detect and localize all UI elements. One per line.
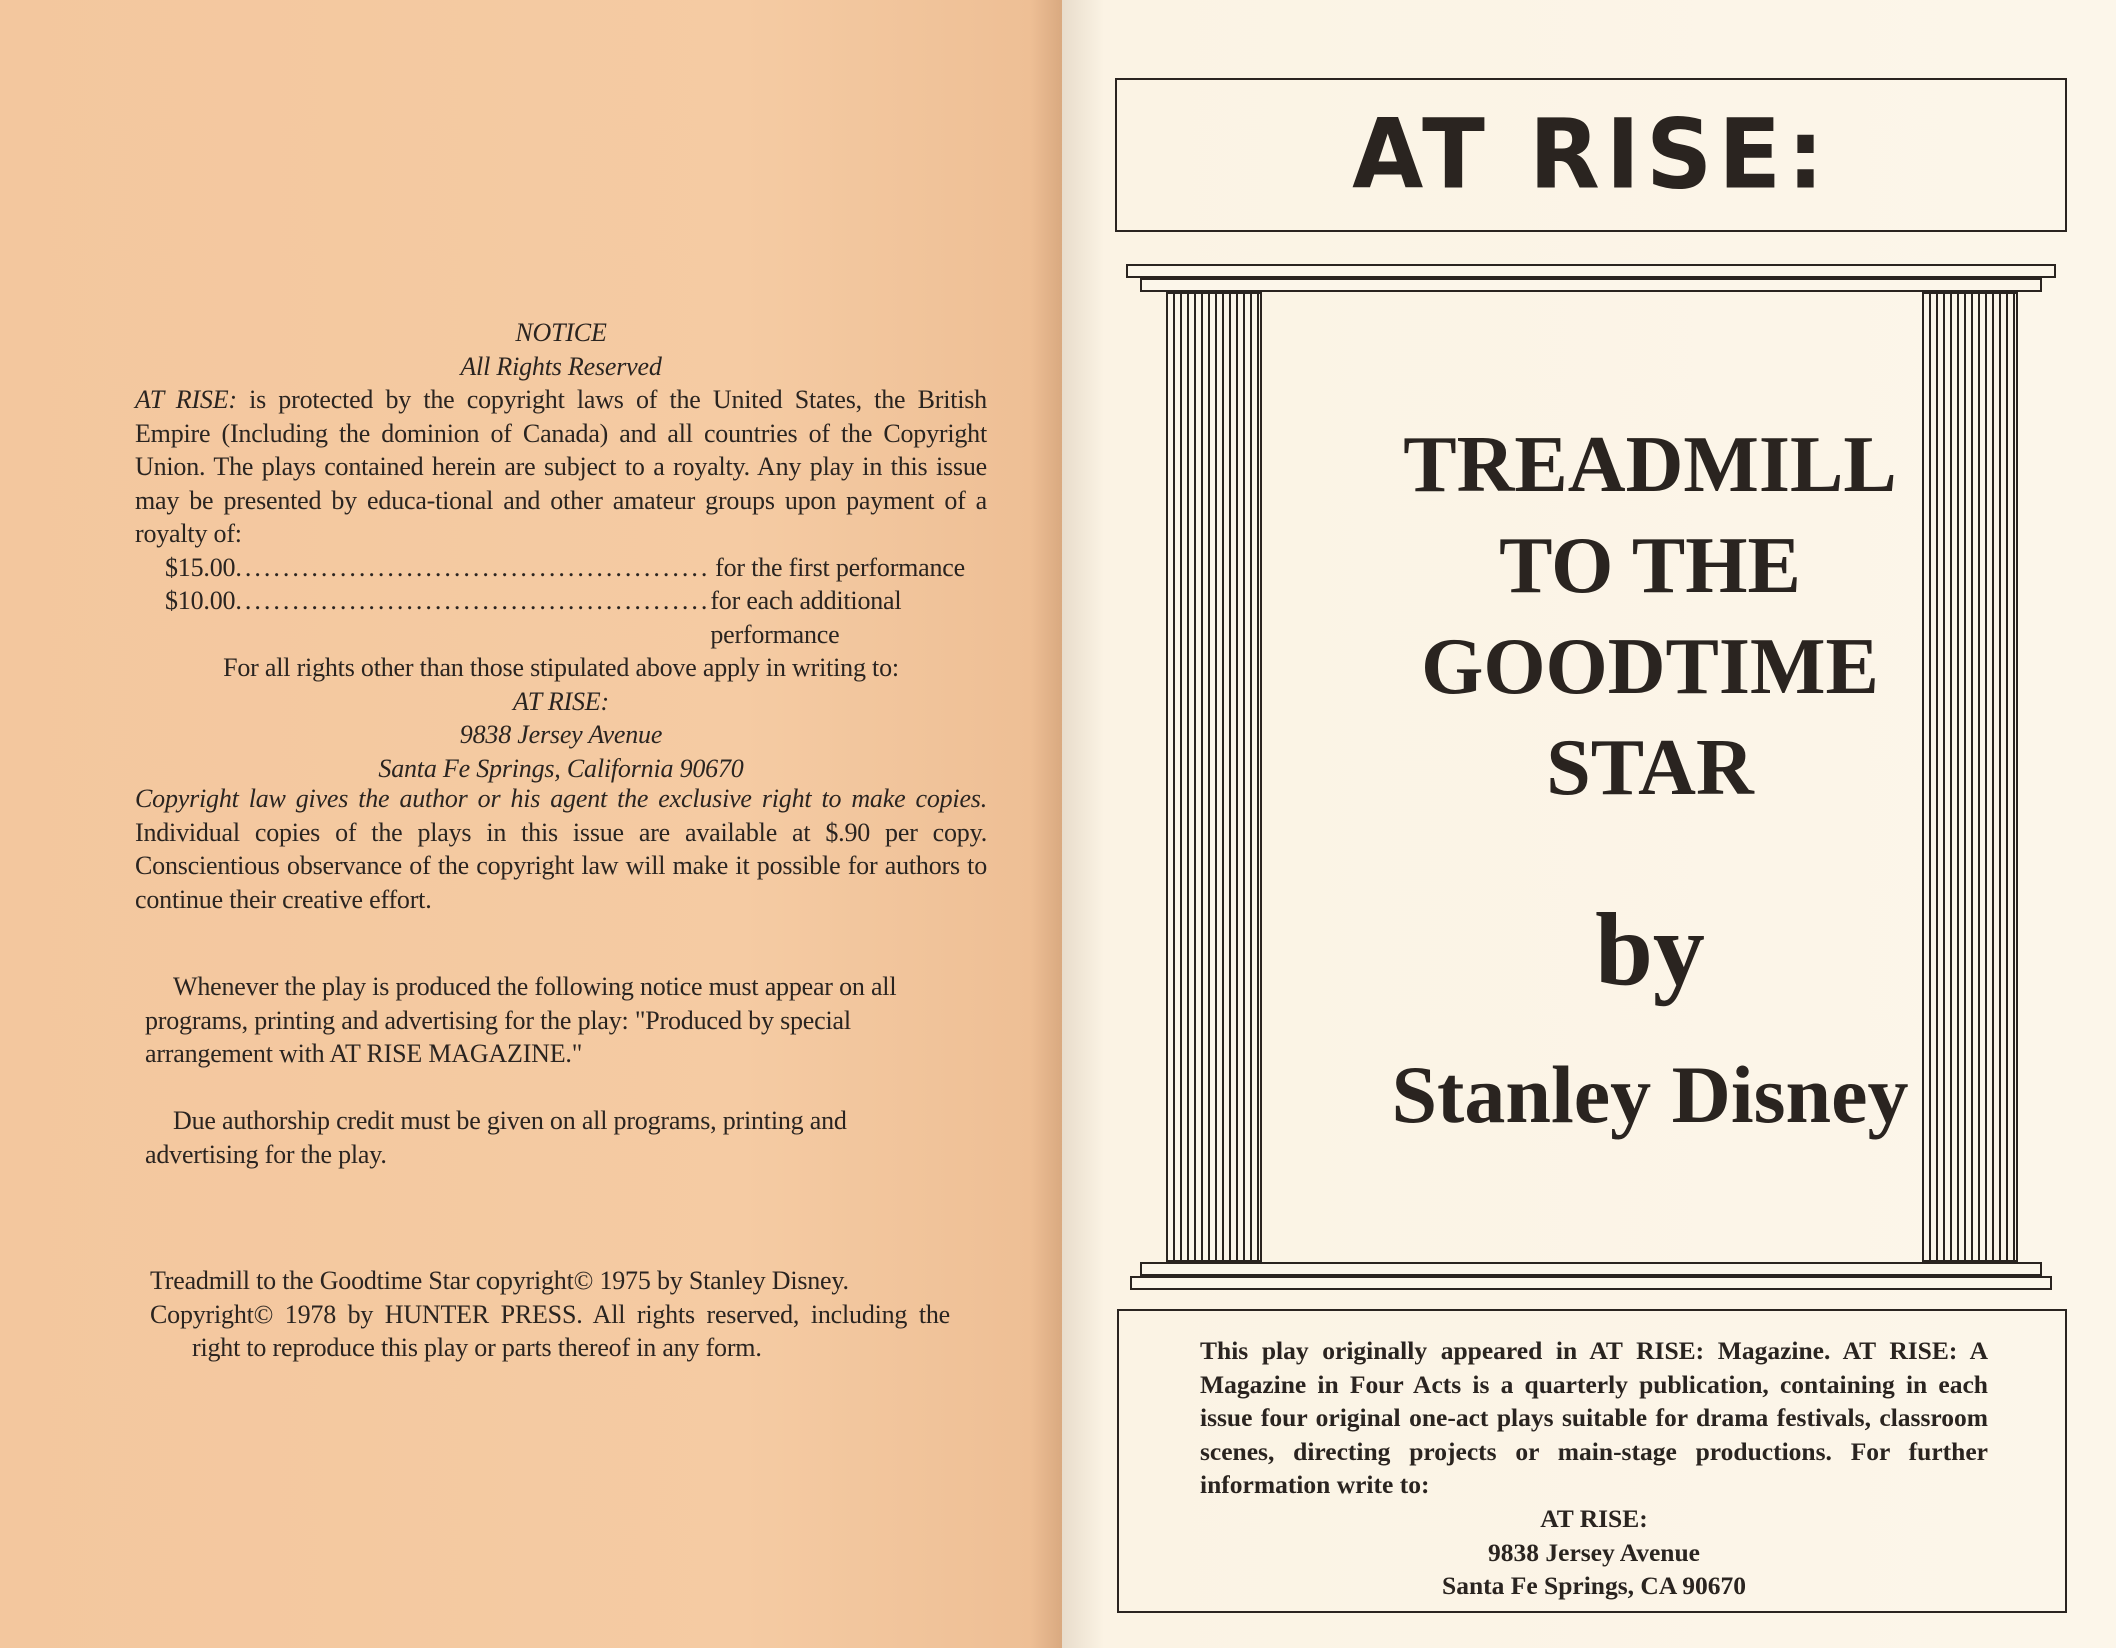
info-text: This play originally appeared in AT RISE: Magazine. AT RISE: A Magazine in Four Acts is a quarterly publication, containing in each issue four original one-act plays suitable for drama festivals, classroom scenes, directing projects or main-stage productions. For further information write to: xyxy=(1200,1336,1988,1499)
play-title xyxy=(1250,415,2050,819)
royalty-price: $15.00 xyxy=(165,552,236,582)
title-line: STAR xyxy=(1546,724,1754,812)
royalty-row xyxy=(135,584,987,651)
entablature-lower xyxy=(1140,278,2042,292)
leader-dots: .................................................. xyxy=(235,552,711,582)
address-line: Santa Fe Springs, CA 90670 xyxy=(1442,1571,1746,1600)
copyright-italic: Copyright law gives the author or his agent the exclusive right to make copies. xyxy=(135,784,987,813)
credit-notice: Due authorship credit must be given on all programs, printing and advertising for the play. xyxy=(145,1106,847,1169)
footer-copyright xyxy=(150,1264,950,1365)
info-address xyxy=(1200,1502,1988,1603)
address-line: 9838 Jersey Avenue xyxy=(459,720,663,749)
apply-text: For all rights other than those stipulated above apply in writing to: xyxy=(223,653,899,682)
at-rise-logo: AT RISE: xyxy=(1352,98,1830,211)
title-line: GOODTIME xyxy=(1421,623,1879,711)
left-column xyxy=(1166,292,1262,1262)
footer-line: Treadmill to the Goodtime Star copyright© 1975 by Stanley Disney. xyxy=(150,1266,849,1295)
by-label: by xyxy=(1595,892,1705,1007)
address-line: AT RISE: xyxy=(513,686,609,716)
notice-lead: AT RISE: xyxy=(135,385,237,414)
column-plinth xyxy=(1130,1276,2052,1290)
logo-box xyxy=(1115,78,2067,232)
address-line: AT RISE: xyxy=(1540,1504,1648,1533)
royalty-price: $10.00 xyxy=(165,586,236,615)
copyright-paragraph xyxy=(135,782,987,916)
title-line: TO THE xyxy=(1499,522,1801,610)
title-line: TREADMILL xyxy=(1403,421,1897,509)
notice-block xyxy=(135,316,987,785)
leader-dots: .................................................. xyxy=(235,586,711,615)
royalty-desc: for the first performance xyxy=(715,552,965,582)
production-notice: Whenever the play is produced the following notice must appear on all programs, printing and advertising for the play: "Produced by special arrangement with AT RISE MAGAZINE." xyxy=(145,972,897,1068)
notice-title: NOTICE xyxy=(515,318,607,347)
notice-body xyxy=(135,383,987,551)
notice-subtitle: All Rights Reserved xyxy=(460,351,662,381)
address-line: 9838 Jersey Avenue xyxy=(1488,1537,1700,1567)
royalty-desc: for each additional performance xyxy=(710,586,902,649)
footer-line: Copyright© 1978 by HUNTER PRESS. All rights reserved, including the right to reproduce this play or parts thereof in any form. xyxy=(150,1299,950,1362)
royalty-row xyxy=(135,551,987,585)
column-base xyxy=(1140,1262,2042,1276)
entablature xyxy=(1126,264,2056,278)
author-name: Stanley Disney xyxy=(1391,1049,1909,1140)
address-line: Santa Fe Springs, California 90670 xyxy=(378,753,744,783)
copyright-rest: Individual copies of the plays in this issue are available at $.90 per copy. Conscientious observance of the copyright law will make it possible for authors to continue their creative effort. xyxy=(135,817,987,914)
notice-text: is protected by the copyright laws of the United States, the British Empire (Including the dominion of Canada) and all countries of the Copyright Union. The plays contained herein are subject to a royalty. Any play in this issue may be presented by educa-tional and other amateur groups upon payment of a royalty of: xyxy=(135,385,987,548)
